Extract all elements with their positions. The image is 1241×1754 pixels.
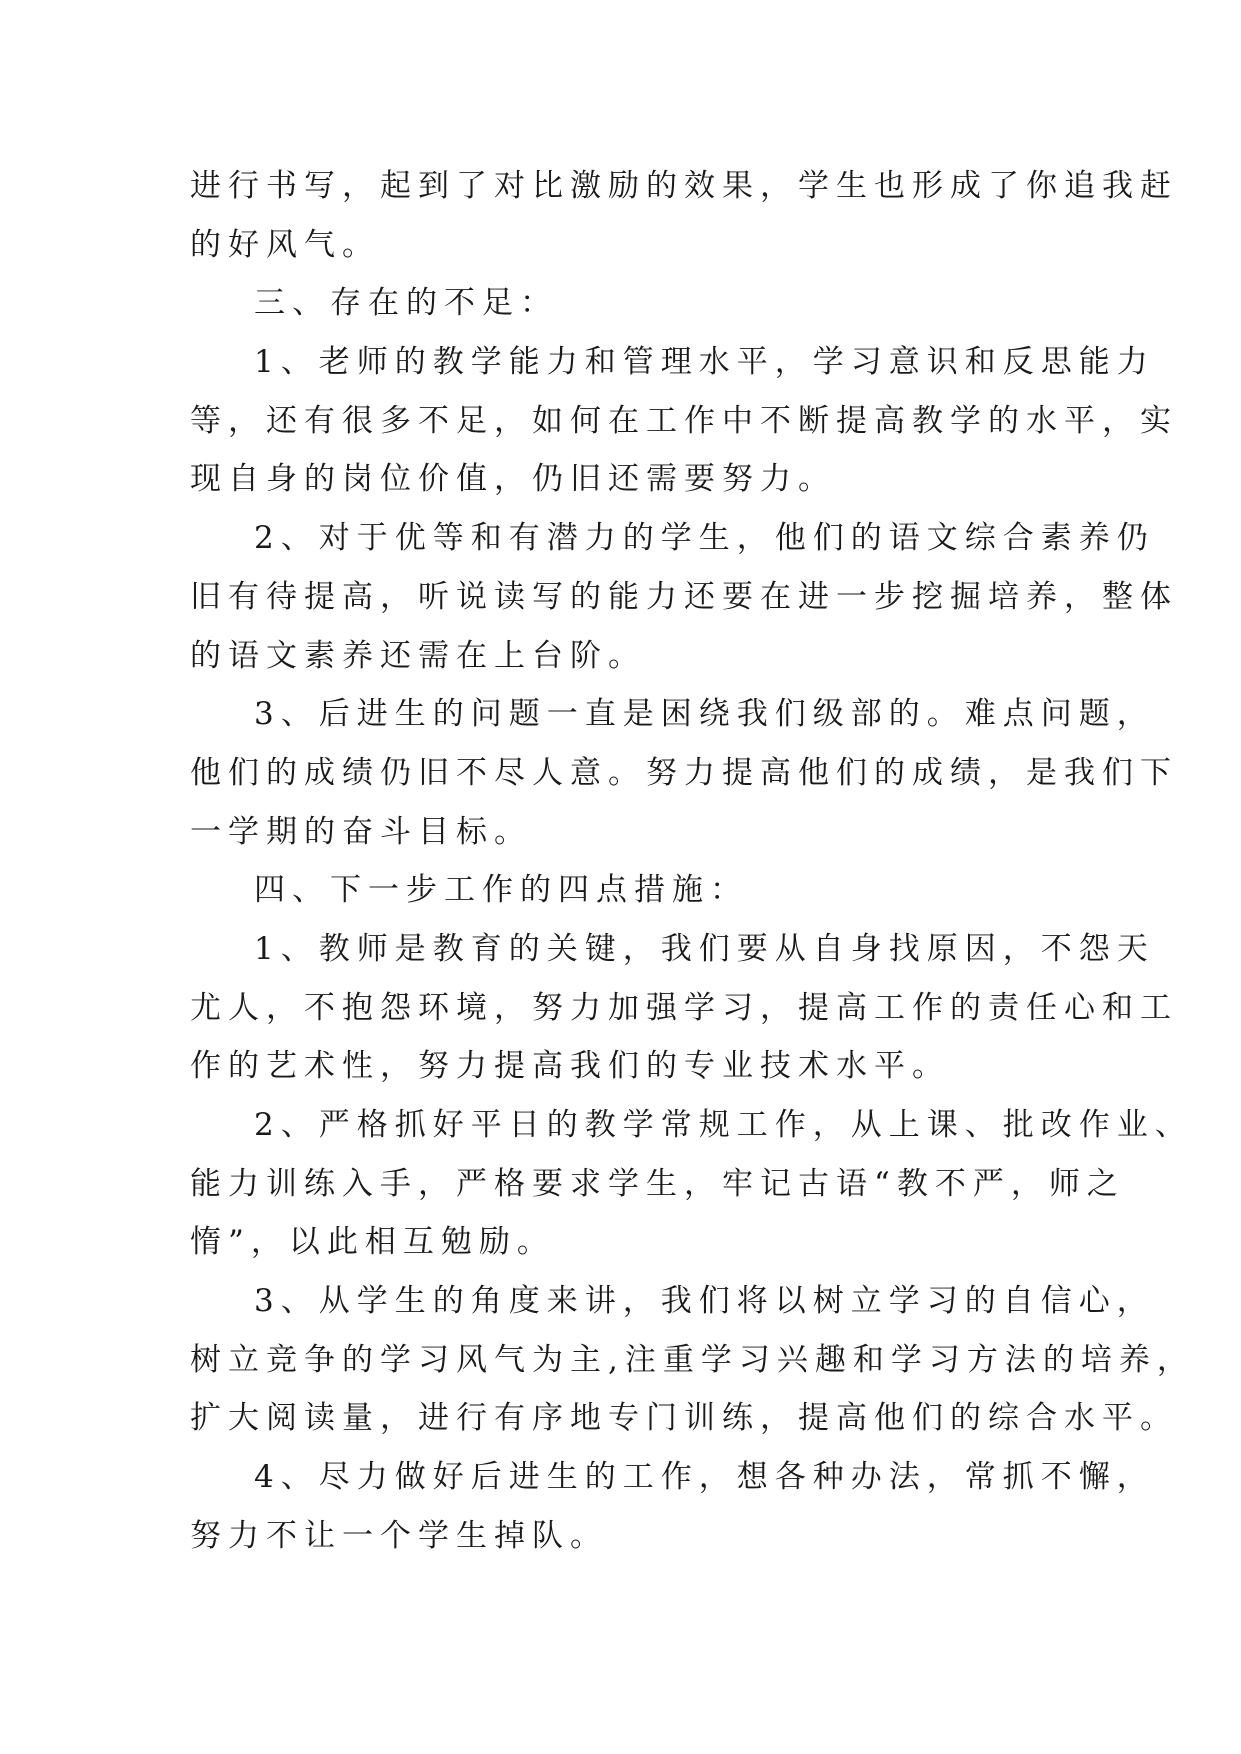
text-line: 一学期的奋斗目标。 bbox=[190, 813, 532, 850]
text-line: 4、尽力做好后进生的工作，想各种办法，常抓不懈， bbox=[254, 1459, 1155, 1496]
text-line: 四、下一步工作的四点措施： bbox=[254, 872, 748, 909]
text-line: 2、严格抓好平日的教学常规工作，从上课、批改作业、 bbox=[254, 1107, 1193, 1143]
text-line: 尤人，不抱怨环境，努力加强学习，提高工作的责任心和工 bbox=[190, 989, 1178, 1026]
text-line: 作的艺术性，努力提高我们的专业技术水平。 bbox=[190, 1048, 950, 1085]
text-line: 的好风气。 bbox=[190, 226, 380, 263]
text-line: 三、存在的不足： bbox=[254, 285, 558, 322]
text-line: 扩大阅读量，进行有序地专门训练，提高他们的综合水平。 bbox=[190, 1400, 1178, 1437]
text-line: 1、教师是教育的关键，我们要从自身找原因，不怨天 bbox=[254, 930, 1155, 967]
text-line: 努力不让一个学生掉队。 bbox=[190, 1517, 608, 1554]
text-line: 能力训练入手，严格要求学生，牢记古语“教不严，师之 bbox=[190, 1165, 1125, 1202]
text-line: 1、老师的教学能力和管理水平，学习意识和反思能力 bbox=[254, 344, 1155, 381]
text-line: 的语文素养还需在上台阶。 bbox=[190, 637, 646, 674]
text-line: 进行书写，起到了对比激励的效果，学生也形成了你追我赶 bbox=[190, 168, 1178, 204]
text-line: 树立竞争的学习风气为主,注重学习兴趣和学习方法的培养， bbox=[190, 1341, 1195, 1378]
text-line: 等，还有很多不足，如何在工作中不断提高教学的水平，实 bbox=[190, 402, 1178, 439]
text-line: 旧有待提高，听说读写的能力还要在进一步挖掘培养，整体 bbox=[190, 578, 1178, 615]
document-body bbox=[190, 157, 1195, 1566]
text-line: 他们的成绩仍旧不尽人意。努力提高他们的成绩，是我们下 bbox=[190, 754, 1178, 791]
text-line: 3、后进生的问题一直是困绕我们级部的。难点问题， bbox=[254, 696, 1155, 733]
text-line: 现自身的岗位价值，仍旧还需要努力。 bbox=[190, 461, 836, 498]
text-line: 2、对于优等和有潜力的学生，他们的语文综合素养仍 bbox=[254, 520, 1155, 557]
text-line: 惰”，以此相互勉励。 bbox=[190, 1224, 555, 1261]
text-line: 3、从学生的角度来讲，我们将以树立学习的自信心， bbox=[254, 1283, 1155, 1320]
